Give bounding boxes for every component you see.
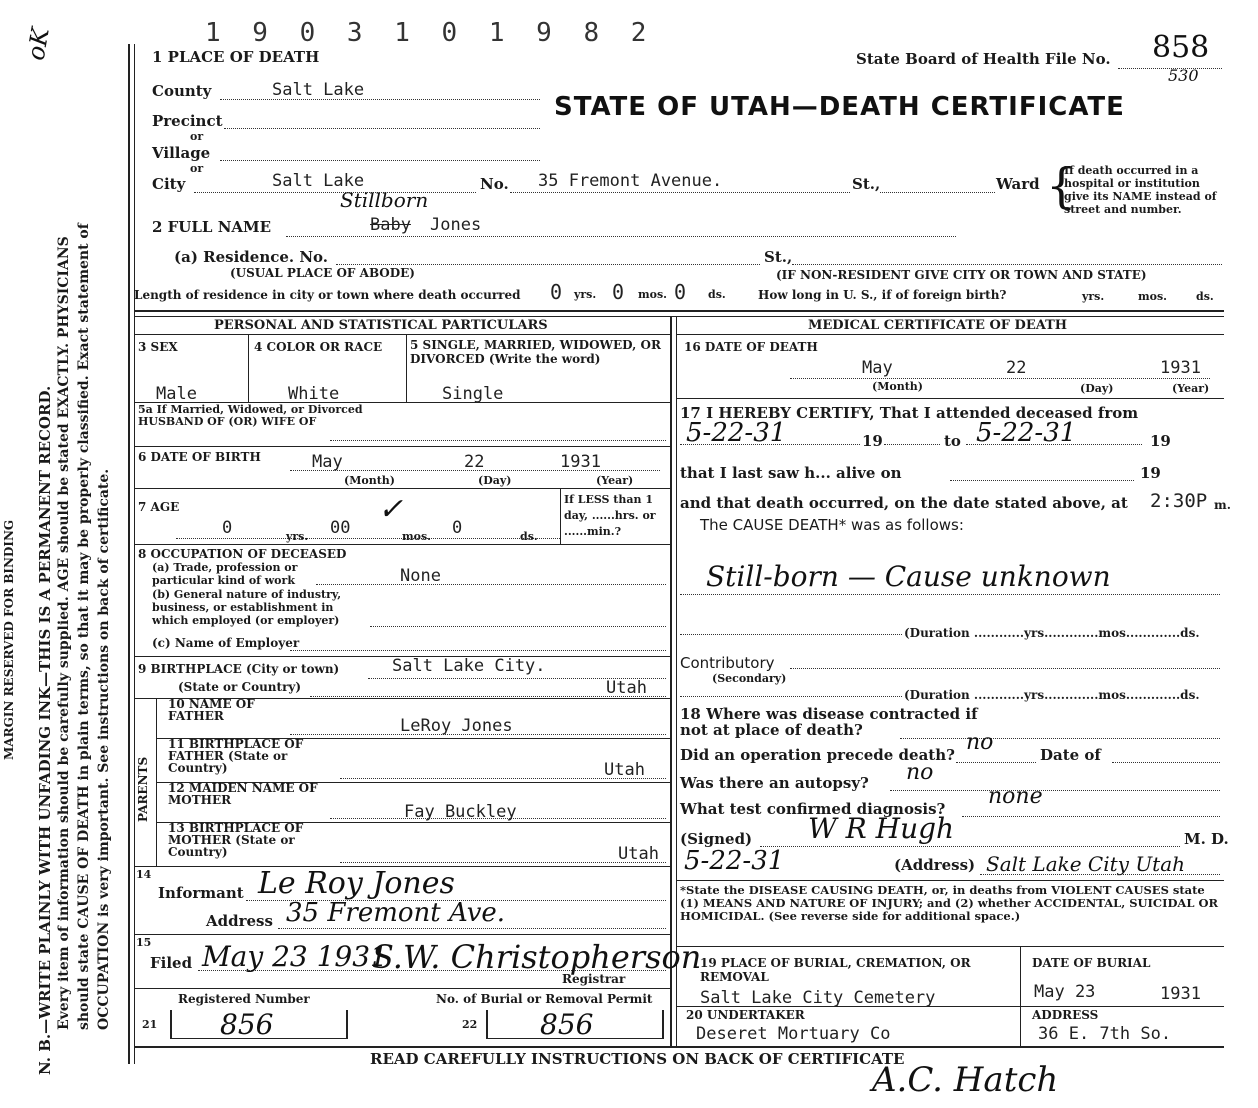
marital-label: 5 SINGLE, MARRIED, WIDOWED, OR DIVORCED (Write the word): [410, 338, 661, 366]
occupation-b-label: (b) General nature of industry, business, or establishment in which employed (or employer): [152, 588, 342, 627]
death-month: May: [862, 358, 893, 378]
date-of-label: Date of: [1040, 746, 1101, 764]
place-of-death-label: 1 PLACE OF DEATH: [152, 48, 320, 66]
certificate-title: STATE OF UTAH—DEATH CERTIFICATE: [554, 92, 1125, 122]
dob-month: May: [312, 452, 343, 472]
mother-birthplace-label: 13 BIRTHPLACE OF MOTHER (State or Country): [168, 821, 304, 859]
birthplace-state: Utah: [606, 678, 647, 698]
father-label: 10 NAME OF FATHER: [168, 697, 255, 723]
sex-label: 3 SEX: [138, 340, 178, 354]
village-label: Village: [152, 144, 211, 162]
signed-date: 5-22-31: [684, 846, 785, 876]
occupation-label: 8 OCCUPATION OF DECEASED: [138, 547, 347, 561]
mother-name: Fay Buckley: [404, 802, 517, 822]
precinct-label: Precinct: [152, 112, 223, 130]
duration-2: (Duration ............yrs.............mos.............ds.: [904, 688, 1200, 702]
burial-permit-number: 856: [540, 1008, 594, 1041]
birthplace-city: Salt Lake City.: [392, 656, 546, 676]
last-saw-label: that I last saw h... alive on: [680, 464, 902, 482]
date-of-death-label: 16 DATE OF DEATH: [684, 340, 818, 354]
instruction-line-3: OCCUPATION is very important. See instructions on back of certificate.: [96, 468, 112, 1030]
disease-contracted-label: 18 Where was disease contracted if not at place of death?: [680, 705, 978, 739]
hospital-note: If death occurred in a hospital or institution give its NAME instead of street and number.: [1064, 164, 1217, 216]
file-no-label: State Board of Health File No.: [856, 50, 1111, 68]
informant-label: Informant: [158, 884, 244, 902]
informant-name: Le Roy Jones: [258, 866, 455, 901]
age-label: 7 AGE: [138, 500, 180, 514]
street-value: 35 Fremont Avenue.: [538, 171, 723, 191]
undertaker-name: Deseret Mortuary Co: [696, 1024, 891, 1044]
burial-year: 1931: [1160, 984, 1201, 1004]
left-border: [128, 44, 130, 1064]
age-months: 00: [330, 518, 351, 538]
attended-to: 5-22-31: [976, 418, 1077, 448]
birthplace-label: 9 BIRTHPLACE (City or town): [138, 662, 340, 676]
marital-value: Single: [442, 384, 504, 404]
mother-birthplace: Utah: [618, 844, 659, 864]
undertaker-address: 36 E. 7th So.: [1038, 1024, 1172, 1044]
parents-label: PARENTS: [136, 756, 150, 822]
sex-value: Male: [156, 384, 197, 404]
city-label: City: [152, 175, 186, 193]
footer-signature: A.C. Hatch: [872, 1060, 1059, 1100]
burial-place-label: 19 PLACE OF BURIAL, CREMATION, OR REMOVAL: [700, 956, 971, 984]
footer-instructions: READ CAREFULLY INSTRUCTIONS ON BACK OF CERTIFICATE: [370, 1050, 905, 1068]
permanent-record-note: N. B.—WRITE PLAINLY WITH UNFADING INK—THIS IS A PERMANENT RECORD.: [36, 385, 54, 1075]
test-value: none: [988, 784, 1043, 809]
instruction-line-1: Every item of information should be carefully supplied. AGE should be stated EXACTLY. PHYSICIANS: [56, 236, 72, 1030]
medical-heading: MEDICAL CERTIFICATE OF DEATH: [808, 318, 1068, 333]
secondary-label: (Secondary): [712, 672, 787, 685]
section-divider: [134, 310, 1224, 312]
name-struck: Baby: [370, 215, 411, 235]
section-divider-inner: [134, 316, 1224, 317]
county-label: County: [152, 82, 212, 100]
physician-signature: W R Hugh: [808, 812, 955, 845]
file-number: 858: [1152, 30, 1210, 65]
registered-number: 856: [220, 1008, 274, 1041]
contributory-label: Contributory: [680, 654, 775, 672]
serial-number: 1 9 0 3 1 0 1 9 8 2: [205, 18, 655, 48]
duration-1: (Duration ............yrs.............mos.............ds.: [904, 626, 1200, 640]
corner-mark: oK: [21, 25, 55, 63]
burial-date: May 23: [1034, 982, 1096, 1002]
check-mark: ✓: [378, 492, 404, 527]
age-years: 0: [222, 518, 233, 538]
informant-address: 35 Fremont Ave.: [286, 898, 506, 928]
city-value: Salt Lake: [272, 171, 365, 191]
occupation-a-label: (a) Trade, profession or particular kind of work: [152, 561, 298, 587]
burial-permit-label: No. of Burial or Removal Permit: [436, 992, 653, 1006]
ward-label: Ward: [996, 175, 1040, 193]
binding-margin-label: MARGIN RESERVED FOR BINDING: [2, 519, 16, 760]
physician-address-label: (Address): [894, 856, 976, 874]
father-birthplace: Utah: [604, 760, 645, 780]
burial-place: Salt Lake City Cemetery: [700, 988, 936, 1008]
informant-address-label: Address: [206, 912, 273, 930]
registrar-label: Registrar: [562, 972, 626, 986]
undertaker-label: 20 UNDERTAKER: [686, 1008, 805, 1022]
operation-label: Did an operation precede death?: [680, 746, 955, 764]
mother-label: 12 MAIDEN NAME OF MOTHER: [168, 781, 318, 807]
file-number-sub: 530: [1168, 66, 1199, 85]
occupation-value: None: [400, 566, 441, 586]
burial-date-label: DATE OF BURIAL: [1032, 956, 1151, 970]
undertaker-address-label: ADDRESS: [1032, 1008, 1099, 1022]
cause-label: The CAUSE DEATH* was as follows:: [700, 516, 964, 534]
father-name: LeRoy Jones: [400, 716, 513, 736]
filed-label: Filed: [150, 954, 193, 972]
dob-day: 22: [464, 452, 485, 472]
spouse-label: 5a If Married, Widowed, or Divorced HUSBAND OF (OR) WIFE OF: [138, 403, 363, 428]
death-year: 1931: [1160, 358, 1201, 378]
cause-footnote: *State the DISEASE CAUSING DEATH, or, in deaths from VIOLENT CAUSES state (1) MEANS AND NATURE OF INJURY; and (2) whether ACCIDENTAL, SUICIDAL OR HOMICIDAL. (See reverse side for additional space.): [680, 883, 1219, 923]
time-of-death: 2:30P: [1150, 490, 1208, 512]
test-label: What test confirmed diagnosis?: [680, 800, 946, 818]
full-name-label: 2 FULL NAME: [152, 218, 272, 236]
length-of-residence-label: Length of residence in city or town where death occurred: [134, 288, 521, 302]
full-name-value: Jones: [430, 215, 482, 235]
registrar-signature: S.W. Christopherson: [372, 938, 702, 976]
left-border-inner: [134, 44, 135, 1064]
color-label: 4 COLOR OR RACE: [254, 340, 383, 354]
residence-label: (a) Residence. No.: [174, 248, 329, 266]
center-divider-inner: [676, 316, 677, 1046]
filed-date: May 23 1931: [202, 940, 388, 973]
cause-of-death: Still-born — Cause unknown: [706, 560, 1111, 593]
name-annotation: Stillborn: [340, 188, 429, 212]
dob-year: 1931: [560, 452, 601, 472]
less-than-day-label: If LESS than 1 day, ......hrs. or ......min.?: [564, 493, 656, 538]
center-divider: [670, 316, 672, 1046]
autopsy-label: Was there an autopsy?: [680, 774, 869, 792]
death-occurred-label: and that death occurred, on the date stated above, at: [680, 494, 1128, 512]
personal-heading: PERSONAL AND STATISTICAL PARTICULARS: [214, 318, 548, 333]
dob-label: 6 DATE OF BIRTH: [138, 450, 261, 464]
color-value: White: [288, 384, 340, 404]
attended-from: 5-22-31: [686, 418, 787, 448]
father-birthplace-label: 11 BIRTHPLACE OF FATHER (State or Country): [168, 737, 304, 775]
age-days: 0: [452, 518, 463, 538]
death-day: 22: [1006, 358, 1027, 378]
physician-address: Salt Lake City Utah: [986, 852, 1186, 876]
autopsy-value: no: [906, 760, 934, 785]
signed-label: (Signed): [680, 830, 753, 848]
registered-number-label: Registered Number: [178, 992, 310, 1006]
non-resident-note: (IF NON-RESIDENT GIVE CITY OR TOWN AND STATE): [776, 268, 1147, 282]
employer-label: (c) Name of Employer: [152, 636, 300, 650]
operation-value: no: [966, 730, 994, 755]
how-long-in-us-label: How long in U. S., if of foreign birth?: [758, 288, 1007, 302]
instruction-line-2: should state CAUSE OF DEATH in plain terms, so that it may be properly classified. Exact statement of: [76, 223, 92, 1030]
certify-statement: 17 I HEREBY CERTIFY, That I attended deceased from: [680, 404, 1139, 422]
county-value: Salt Lake: [272, 80, 365, 100]
residence-sub: (USUAL PLACE OF ABODE): [230, 266, 415, 280]
